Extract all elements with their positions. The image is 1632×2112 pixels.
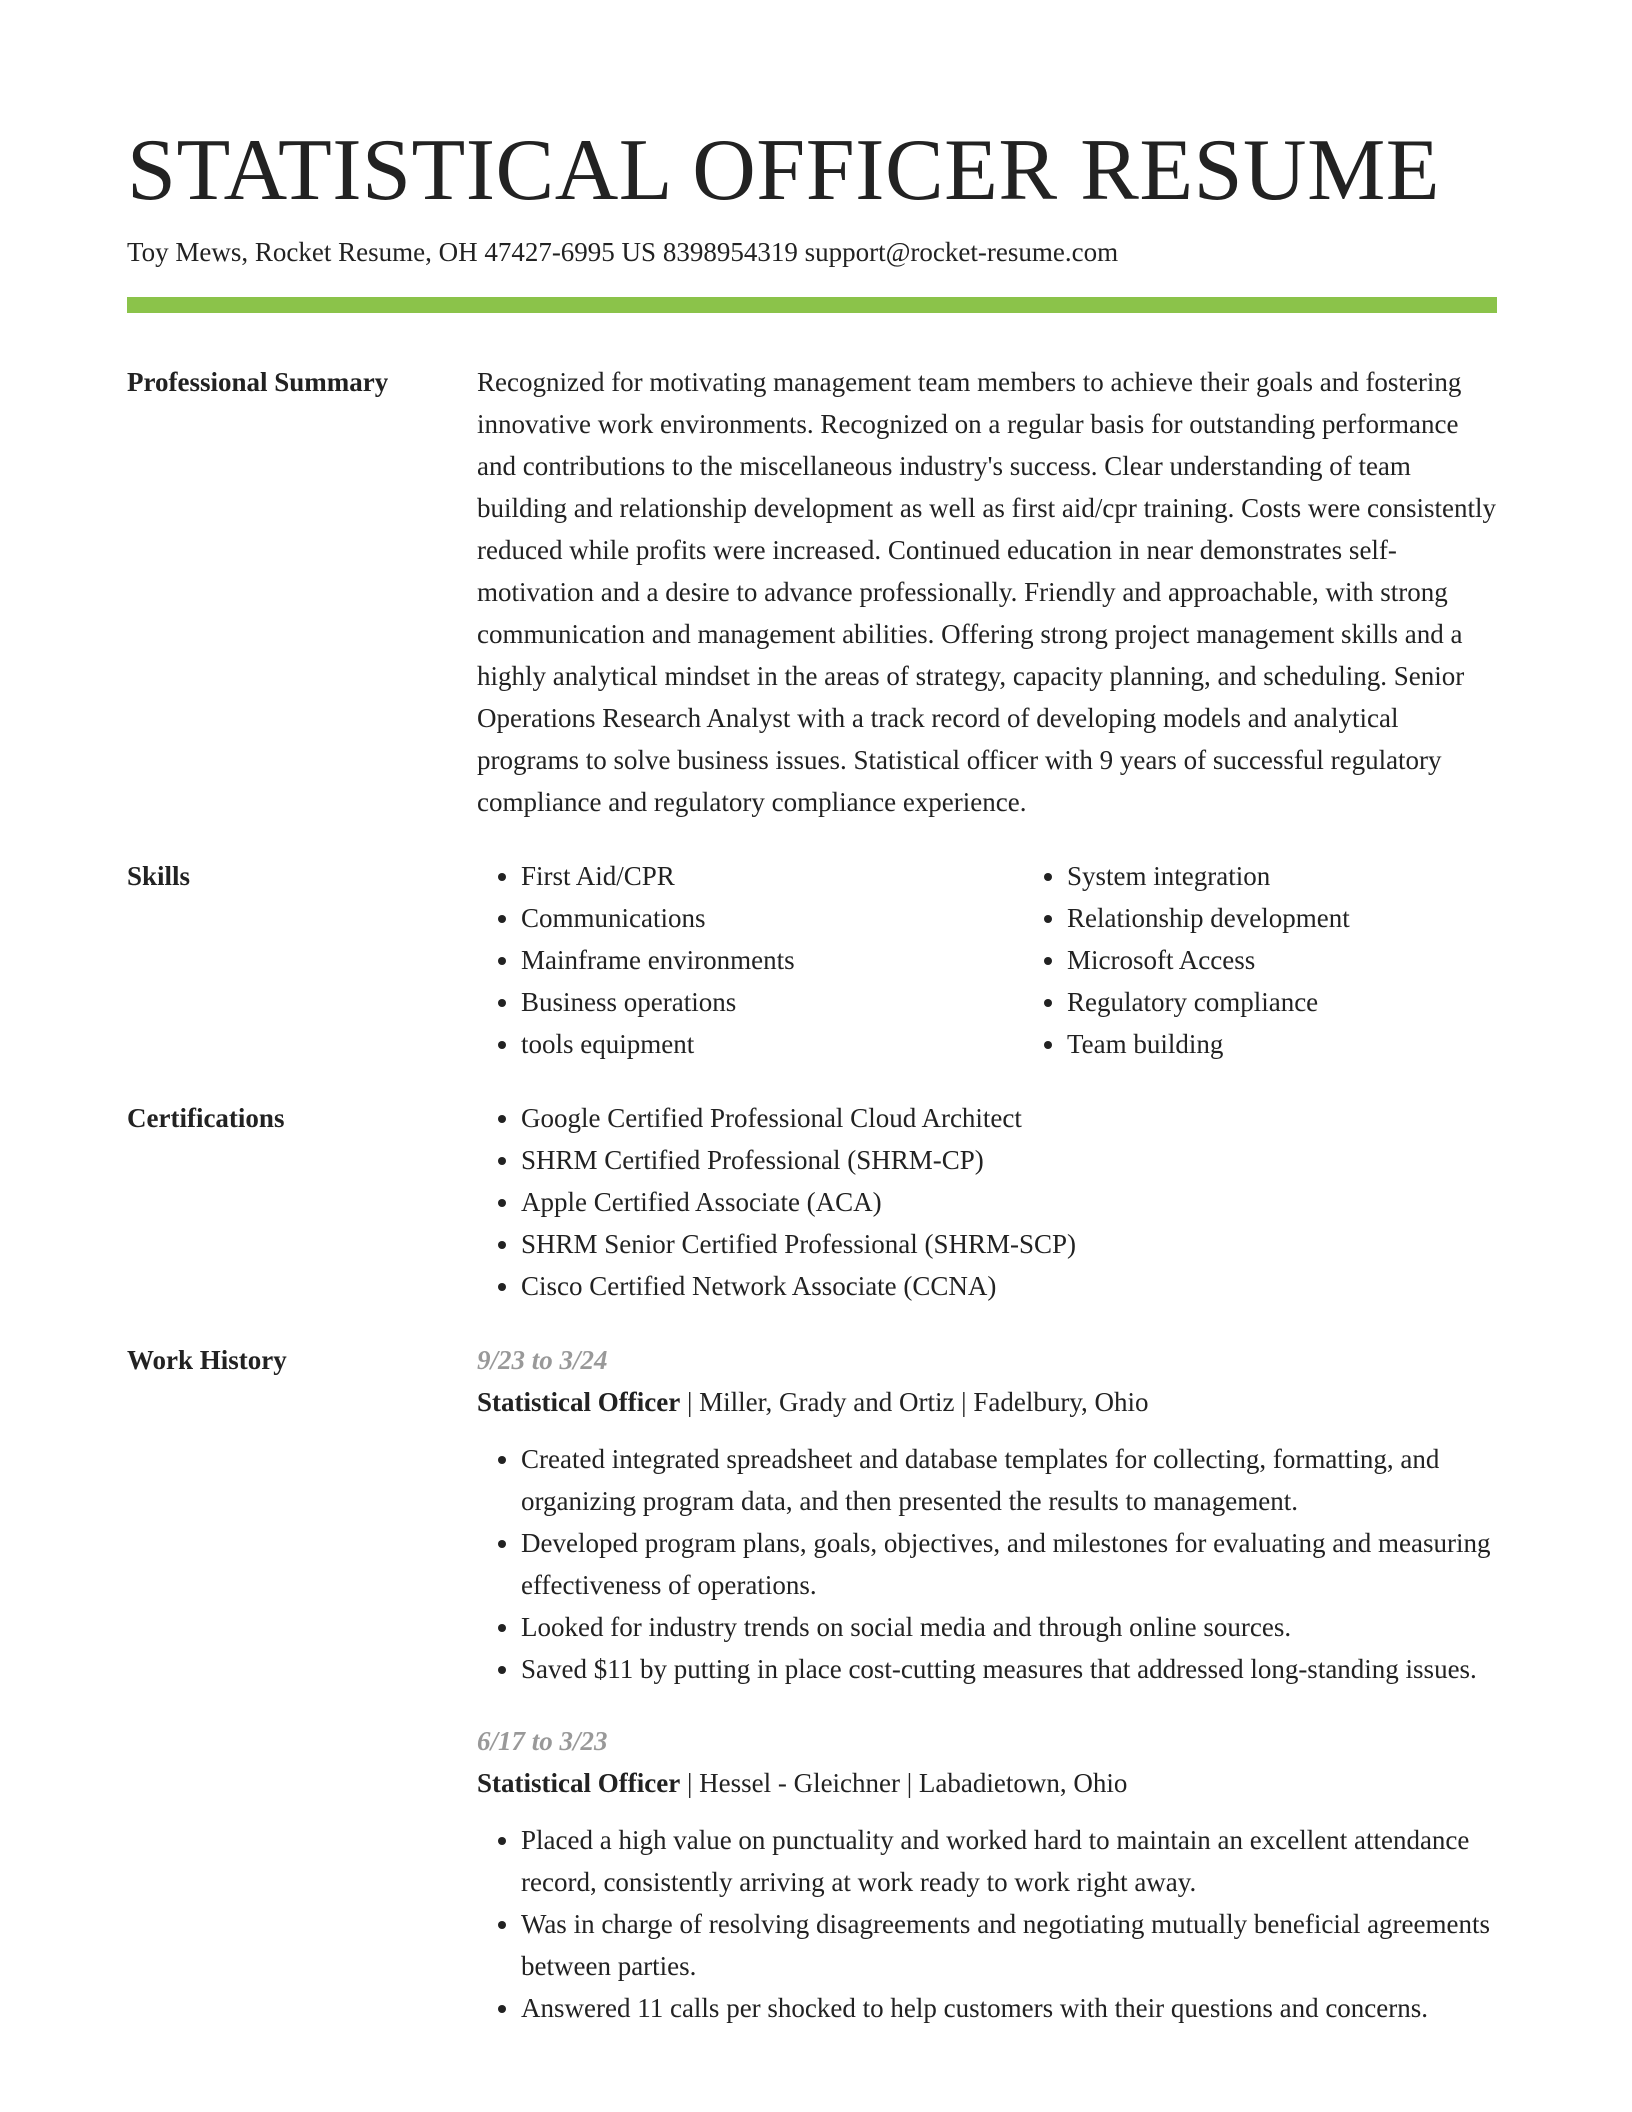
section-label-certifications: Certifications: [127, 1103, 285, 1133]
job-bullet: • Placed a high value on punctuality and worked hard to maintain an excellent attendance record, consistently arriving at work ready to work right away.: [521, 1819, 1497, 1903]
skill-item: • First Aid/CPR: [521, 855, 1023, 897]
certification-item: • Apple Certified Associate (ACA): [521, 1181, 1497, 1223]
skills-grid: [477, 855, 1569, 1065]
job-dates: 9/23 to 3/24: [477, 1345, 608, 1375]
skill-item: • Relationship development: [1067, 897, 1569, 939]
summary-body: [477, 361, 1497, 823]
skill-item: • Regulatory compliance: [1067, 981, 1569, 1023]
certification-item: • SHRM Senior Certified Professional (SHRM-SCP): [521, 1223, 1497, 1265]
job-heading: [477, 1762, 1497, 1804]
job-bullets: [477, 1438, 1497, 1690]
skill-item: • tools equipment: [521, 1023, 1023, 1065]
job-bullet: • Saved $11 by putting in place cost-cutting measures that addressed long-standing issues.: [521, 1648, 1497, 1690]
skill-item: • Business operations: [521, 981, 1023, 1023]
job-bullet: • Developed program plans, goals, objectives, and milestones for evaluating and measuring effectiveness of operations.: [521, 1522, 1497, 1606]
job-heading: [477, 1381, 1497, 1423]
job-bullet: • Looked for industry trends on social media and through online sources.: [521, 1606, 1497, 1648]
job-details: | Hessel - Gleichner | Labadietown, Ohio: [680, 1768, 1128, 1798]
summary-text: Recognized for motivating management team members to achieve their goals and fostering innovative work environments. Recognized on a regular basis for outstanding performance and contributions to the miscellaneous industry's success. Clear understanding of team building and relationship development as well as first aid/cpr training. Costs were consistently reduced while profits were increased. Continued education in near demonstrates self-motivation and a desire to advance professionally. Friendly and approachable, with strong communication and management abilities. Offering strong project management skills and a highly analytical mindset in the areas of strategy, capacity planning, and scheduling. Senior Operations Research Analyst with a track record of developing models and analytical programs to solve business issues. Statistical officer with 9 years of successful regulatory compliance and regulatory compliance experience.: [477, 367, 1497, 817]
summary-section: [127, 361, 1497, 823]
job-bullet: • Was in charge of resolving disagreements and negotiating mutually beneficial agreements between parties.: [521, 1903, 1497, 1987]
section-label-work-history: Work History: [127, 1345, 287, 1375]
job-title: Statistical Officer: [477, 1387, 681, 1417]
skill-item: • Team building: [1067, 1023, 1569, 1065]
job-entry: [477, 1339, 1497, 1690]
skills-list-left: [477, 855, 1023, 1065]
header-divider: [127, 297, 1497, 313]
section-label-summary: Professional Summary: [127, 367, 389, 397]
skill-item: • System integration: [1067, 855, 1569, 897]
certification-item: • Google Certified Professional Cloud Architect: [521, 1097, 1497, 1139]
certifications-section: [127, 1097, 1497, 1307]
job-title: Statistical Officer: [477, 1768, 681, 1798]
section-label-skills: Skills: [127, 861, 191, 891]
work-history-section: [127, 1339, 1497, 2029]
job-dates: 6/17 to 3/23: [477, 1726, 608, 1756]
job-bullets: [477, 1819, 1497, 2029]
contact-line: Toy Mews, Rocket Resume, OH 47427-6995 US 8398954319 support@rocket-resume.com: [127, 237, 1119, 267]
skills-section: [127, 855, 1497, 1065]
job-entry: [477, 1720, 1497, 2029]
job-bullet: • Answered 11 calls per shocked to help customers with their questions and concerns.: [521, 1987, 1497, 2029]
certification-item: • Cisco Certified Network Associate (CCNA): [521, 1265, 1497, 1307]
certifications-list: [477, 1097, 1497, 1307]
skill-item: • Microsoft Access: [1067, 939, 1569, 981]
work-history-body: [477, 1339, 1497, 2029]
skills-list-right: [1023, 855, 1569, 1065]
job-details: | Miller, Grady and Ortiz | Fadelbury, Ohio: [680, 1387, 1149, 1417]
resume-page: [127, 0, 1497, 2029]
certification-item: • SHRM Certified Professional (SHRM-CP): [521, 1139, 1497, 1181]
skill-item: • Mainframe environments: [521, 939, 1023, 981]
resume-title: STATISTICAL OFFICER RESUME: [127, 122, 1441, 219]
skill-item: • Communications: [521, 897, 1023, 939]
job-bullet: • Created integrated spreadsheet and database templates for collecting, formatting, and organizing program data, and then presented the results to management.: [521, 1438, 1497, 1522]
certifications-body: [477, 1097, 1497, 1307]
